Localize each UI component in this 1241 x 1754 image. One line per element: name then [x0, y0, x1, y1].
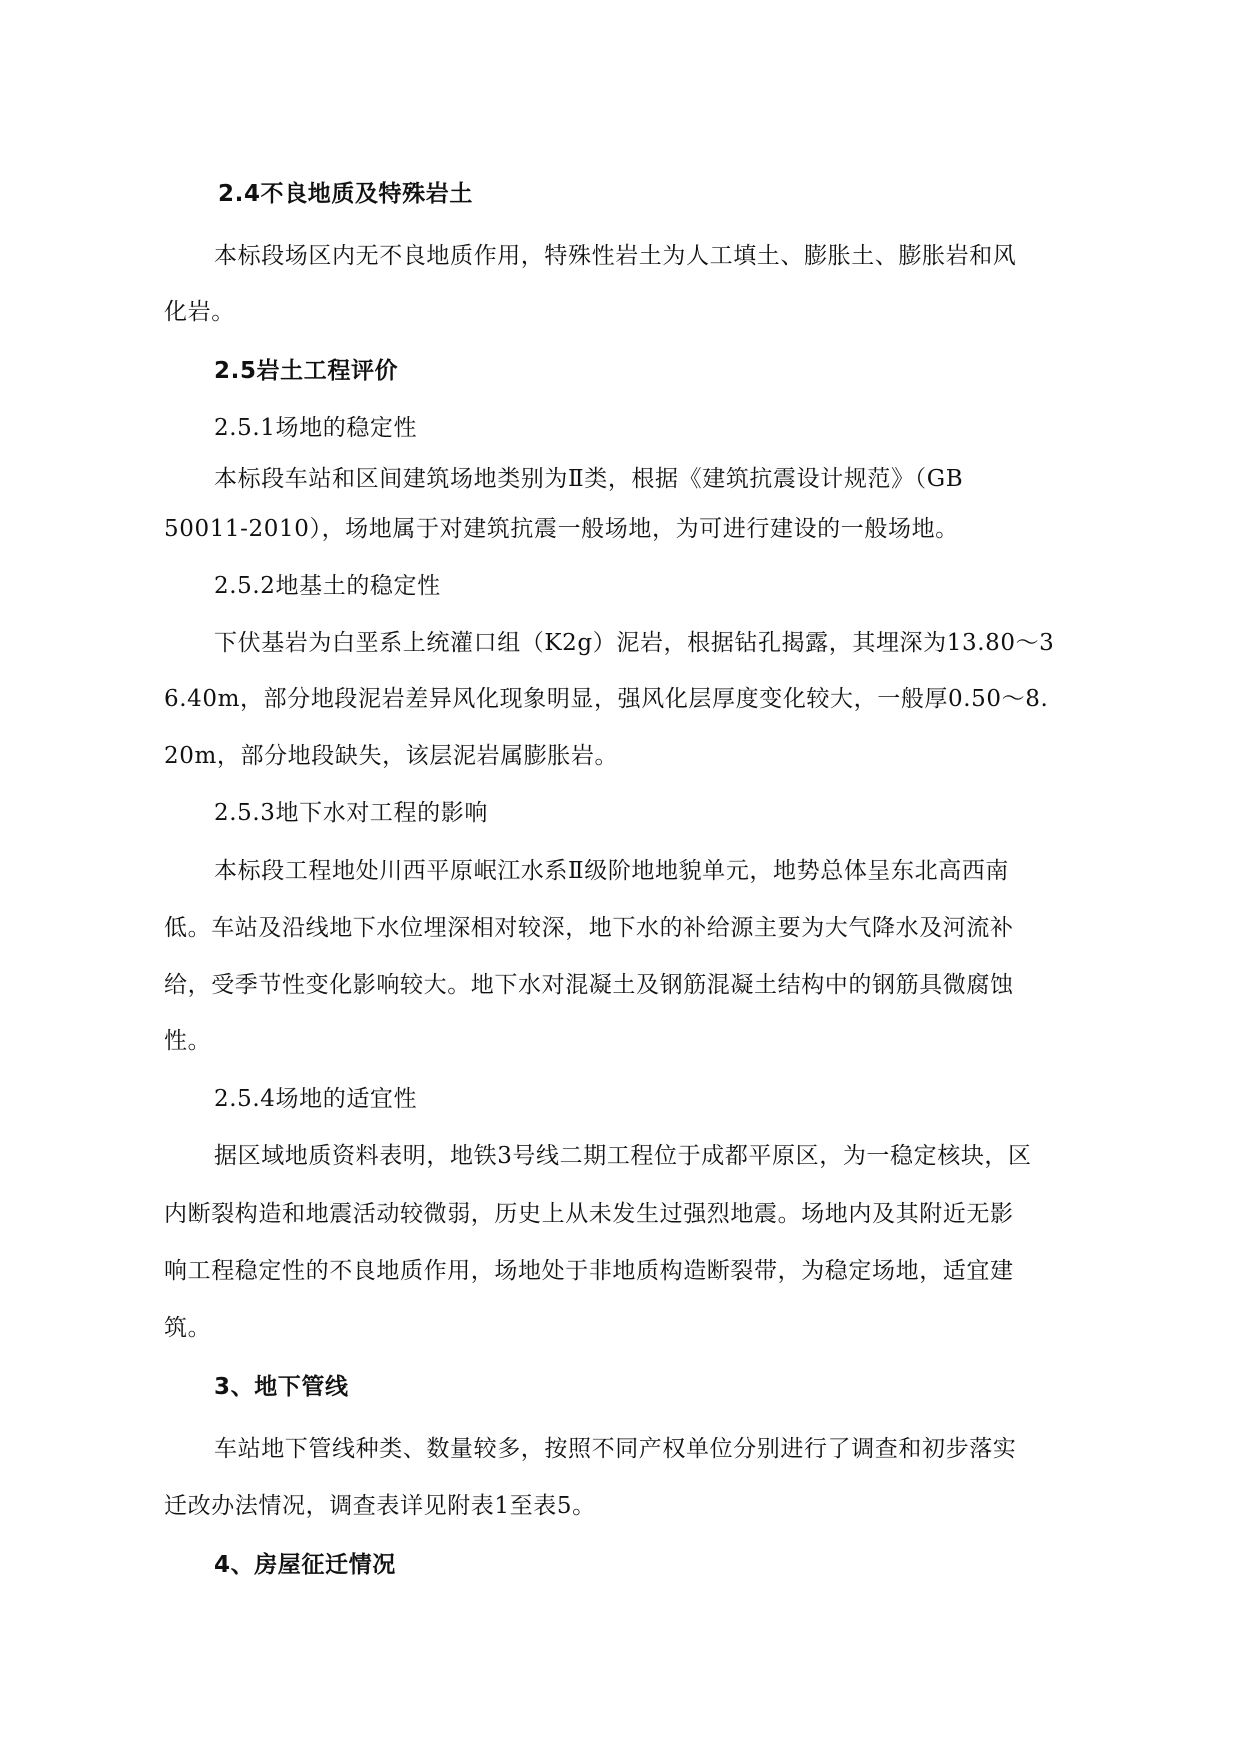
paragraph-line: 给，受季节性变化影响较大。地下水对混凝土及钢筋混凝土结构中的钢筋具微腐蚀	[164, 972, 1014, 998]
paragraph-line: 迁改办法情况，调查表详见附表1至表5。	[164, 1493, 596, 1519]
paragraph-line: 20m，部分地段缺失，该层泥岩属膨胀岩。	[164, 743, 619, 769]
subheading-2-5-1: 2.5.1场地的稳定性	[214, 415, 418, 441]
heading-3: 3、地下管线	[214, 1374, 349, 1400]
subheading-2-5-4: 2.5.4场地的适宜性	[214, 1086, 418, 1112]
paragraph-line: 本标段场区内无不良地质作用，特殊性岩土为人工填土、膨胀土、膨胀岩和风	[214, 243, 1017, 269]
paragraph-line: 性。	[164, 1028, 212, 1054]
heading-4: 4、房屋征迁情况	[214, 1552, 396, 1578]
subheading-2-5-2: 2.5.2地基土的稳定性	[214, 573, 441, 599]
paragraph-line: 下伏基岩为白垩系上统灌口组（K2g）泥岩，根据钻孔揭露，其埋深为13.80～3	[214, 630, 1055, 656]
paragraph-line: 本标段工程地处川西平原岷江水系Ⅱ级阶地地貌单元，地势总体呈东北高西南	[214, 858, 1010, 884]
paragraph-line: 化岩。	[164, 299, 235, 325]
paragraph-line: 低。车站及沿线地下水位埋深相对较深，地下水的补给源主要为大气降水及河流补	[164, 915, 1014, 941]
heading-2-5: 2.5岩土工程评价	[214, 358, 399, 384]
paragraph-line: 本标段车站和区间建筑场地类别为Ⅱ类，根据《建筑抗震设计规范》（GB	[214, 466, 964, 492]
paragraph-line: 内断裂构造和地震活动较微弱，历史上从未发生过强烈地震。场地内及其附近无影	[164, 1201, 1014, 1227]
paragraph-line: 6.40m，部分地段泥岩差异风化现象明显，强风化层厚度变化较大，一般厚0.50～8.	[164, 686, 1049, 712]
subheading-2-5-3: 2.5.3地下水对工程的影响	[214, 800, 488, 826]
paragraph-line: 50011-2010），场地属于对建筑抗震一般场地，为可进行建设的一般场地。	[164, 516, 959, 542]
heading-2-4: 2.4不良地质及特殊岩土	[218, 181, 473, 207]
paragraph-line: 响工程稳定性的不良地质作用，场地处于非地质构造断裂带，为稳定场地，适宜建	[164, 1258, 1014, 1284]
paragraph-line: 据区域地质资料表明，地铁3号线二期工程位于成都平原区，为一稳定核块，区	[214, 1143, 1032, 1169]
paragraph-line: 车站地下管线种类、数量较多，按照不同产权单位分别进行了调查和初步落实	[214, 1436, 1017, 1462]
paragraph-line: 筑。	[164, 1315, 212, 1341]
